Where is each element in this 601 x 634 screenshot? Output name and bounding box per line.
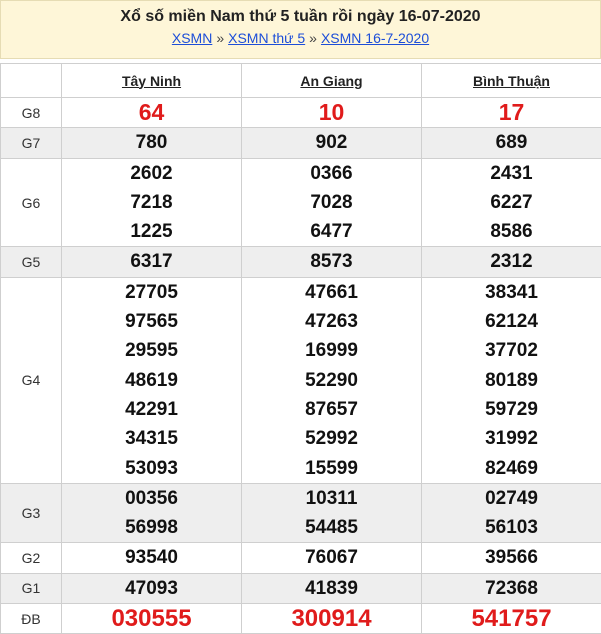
prize-cell (422, 573, 601, 603)
prize-number: 300914 (242, 604, 421, 633)
prize-number: 2602 (62, 159, 241, 188)
prize-number: 52992 (242, 424, 421, 453)
prize-number: 00356 (62, 484, 241, 513)
prize-number: 47263 (242, 307, 421, 336)
prize-label: G2 (1, 543, 62, 573)
prize-row-g8 (1, 98, 601, 128)
prize-cell (422, 277, 601, 483)
prize-label: G3 (1, 483, 62, 543)
prize-cell (62, 277, 242, 483)
prize-cell (242, 158, 422, 247)
prize-label: G5 (1, 247, 62, 277)
breadcrumb-link-xsmn-thu-5[interactable]: XSMN thứ 5 (228, 30, 305, 46)
prize-number: 8586 (422, 217, 601, 246)
prize-number: 34315 (62, 424, 241, 453)
prize-cell (422, 98, 601, 128)
prize-number: 80189 (422, 366, 601, 395)
results-header (0, 0, 601, 59)
province-link[interactable]: Bình Thuận (473, 73, 550, 89)
prize-number: 16999 (242, 336, 421, 365)
prize-number: 6227 (422, 188, 601, 217)
prize-number: 53093 (62, 454, 241, 483)
breadcrumb-link-xsmn-date[interactable]: XSMN 16-7-2020 (321, 30, 429, 46)
prize-row-g2 (1, 543, 601, 573)
prize-number: 54485 (242, 513, 421, 542)
prize-row-g6 (1, 158, 601, 247)
prize-label: G7 (1, 128, 62, 158)
prize-number: 52290 (242, 366, 421, 395)
prize-number: 780 (62, 128, 241, 157)
prize-number: 31992 (422, 424, 601, 453)
prize-cell (62, 98, 242, 128)
prize-cell (242, 573, 422, 603)
prize-cell (242, 277, 422, 483)
prize-number: 56103 (422, 513, 601, 542)
prize-cell (242, 604, 422, 634)
prize-number: 030555 (62, 604, 241, 633)
prize-cell (242, 543, 422, 573)
prize-number: 1225 (62, 217, 241, 246)
prize-number: 8573 (242, 247, 421, 276)
breadcrumb (1, 29, 600, 47)
corner-cell (1, 64, 62, 98)
prize-number: 38341 (422, 278, 601, 307)
prize-number: 82469 (422, 454, 601, 483)
prize-cell (62, 483, 242, 543)
prize-number: 10311 (242, 484, 421, 513)
prize-label: G8 (1, 98, 62, 128)
column-header-an-giang[interactable] (242, 64, 422, 98)
prize-label: ĐB (1, 604, 62, 634)
prize-number: 0366 (242, 159, 421, 188)
prize-row-g5 (1, 247, 601, 277)
prize-row-g1 (1, 573, 601, 603)
prize-number: 42291 (62, 395, 241, 424)
prize-cell (62, 128, 242, 158)
breadcrumb-link-xsmn[interactable]: XSMN (172, 30, 212, 46)
table-header-row (1, 64, 601, 98)
prize-cell (62, 247, 242, 277)
prize-cell (422, 158, 601, 247)
prize-cell (62, 543, 242, 573)
prize-number: 541757 (422, 604, 601, 633)
prize-number: 6317 (62, 247, 241, 276)
breadcrumb-separator: » (309, 30, 317, 46)
prize-number: 2431 (422, 159, 601, 188)
prize-number: 64 (62, 98, 241, 127)
prize-number: 72368 (422, 574, 601, 603)
prize-number: 41839 (242, 574, 421, 603)
prize-number: 6477 (242, 217, 421, 246)
prize-number: 56998 (62, 513, 241, 542)
prize-row-g4 (1, 277, 601, 483)
prize-cell (242, 128, 422, 158)
prize-cell (242, 98, 422, 128)
page-title: Xổ số miền Nam thứ 5 tuần rồi ngày 16-07-2020 (1, 1, 600, 27)
prize-cell (62, 573, 242, 603)
prize-row-g3 (1, 483, 601, 543)
prize-cell (62, 604, 242, 634)
prize-number: 29595 (62, 336, 241, 365)
prize-number: 97565 (62, 307, 241, 336)
prize-label: G6 (1, 158, 62, 247)
results-table (0, 63, 601, 634)
column-header-binh-thuan[interactable] (422, 64, 601, 98)
prize-number: 39566 (422, 543, 601, 572)
prize-number: 47661 (242, 278, 421, 307)
prize-label: G1 (1, 573, 62, 603)
breadcrumb-separator: » (216, 30, 224, 46)
prize-cell (242, 247, 422, 277)
province-link[interactable]: Tây Ninh (122, 73, 181, 89)
prize-number: 7218 (62, 188, 241, 217)
prize-number: 7028 (242, 188, 421, 217)
prize-number: 689 (422, 128, 601, 157)
prize-cell (422, 483, 601, 543)
prize-row-g7 (1, 128, 601, 158)
prize-number: 59729 (422, 395, 601, 424)
prize-number: 48619 (62, 366, 241, 395)
prize-number: 27705 (62, 278, 241, 307)
prize-number: 17 (422, 98, 601, 127)
prize-number: 62124 (422, 307, 601, 336)
prize-cell (422, 604, 601, 634)
prize-number: 37702 (422, 336, 601, 365)
prize-table-body (1, 98, 601, 634)
prize-number: 02749 (422, 484, 601, 513)
column-header-tay-ninh[interactable] (62, 64, 242, 98)
prize-number: 10 (242, 98, 421, 127)
prize-number: 15599 (242, 454, 421, 483)
prize-number: 2312 (422, 247, 601, 276)
prize-cell (422, 543, 601, 573)
prize-number: 902 (242, 128, 421, 157)
prize-number: 93540 (62, 543, 241, 572)
prize-number: 87657 (242, 395, 421, 424)
prize-cell (422, 128, 601, 158)
province-link[interactable]: An Giang (300, 73, 362, 89)
prize-number: 47093 (62, 574, 241, 603)
prize-cell (242, 483, 422, 543)
prize-cell (422, 247, 601, 277)
prize-row-đb (1, 604, 601, 634)
prize-label: G4 (1, 277, 62, 483)
prize-cell (62, 158, 242, 247)
prize-number: 76067 (242, 543, 421, 572)
